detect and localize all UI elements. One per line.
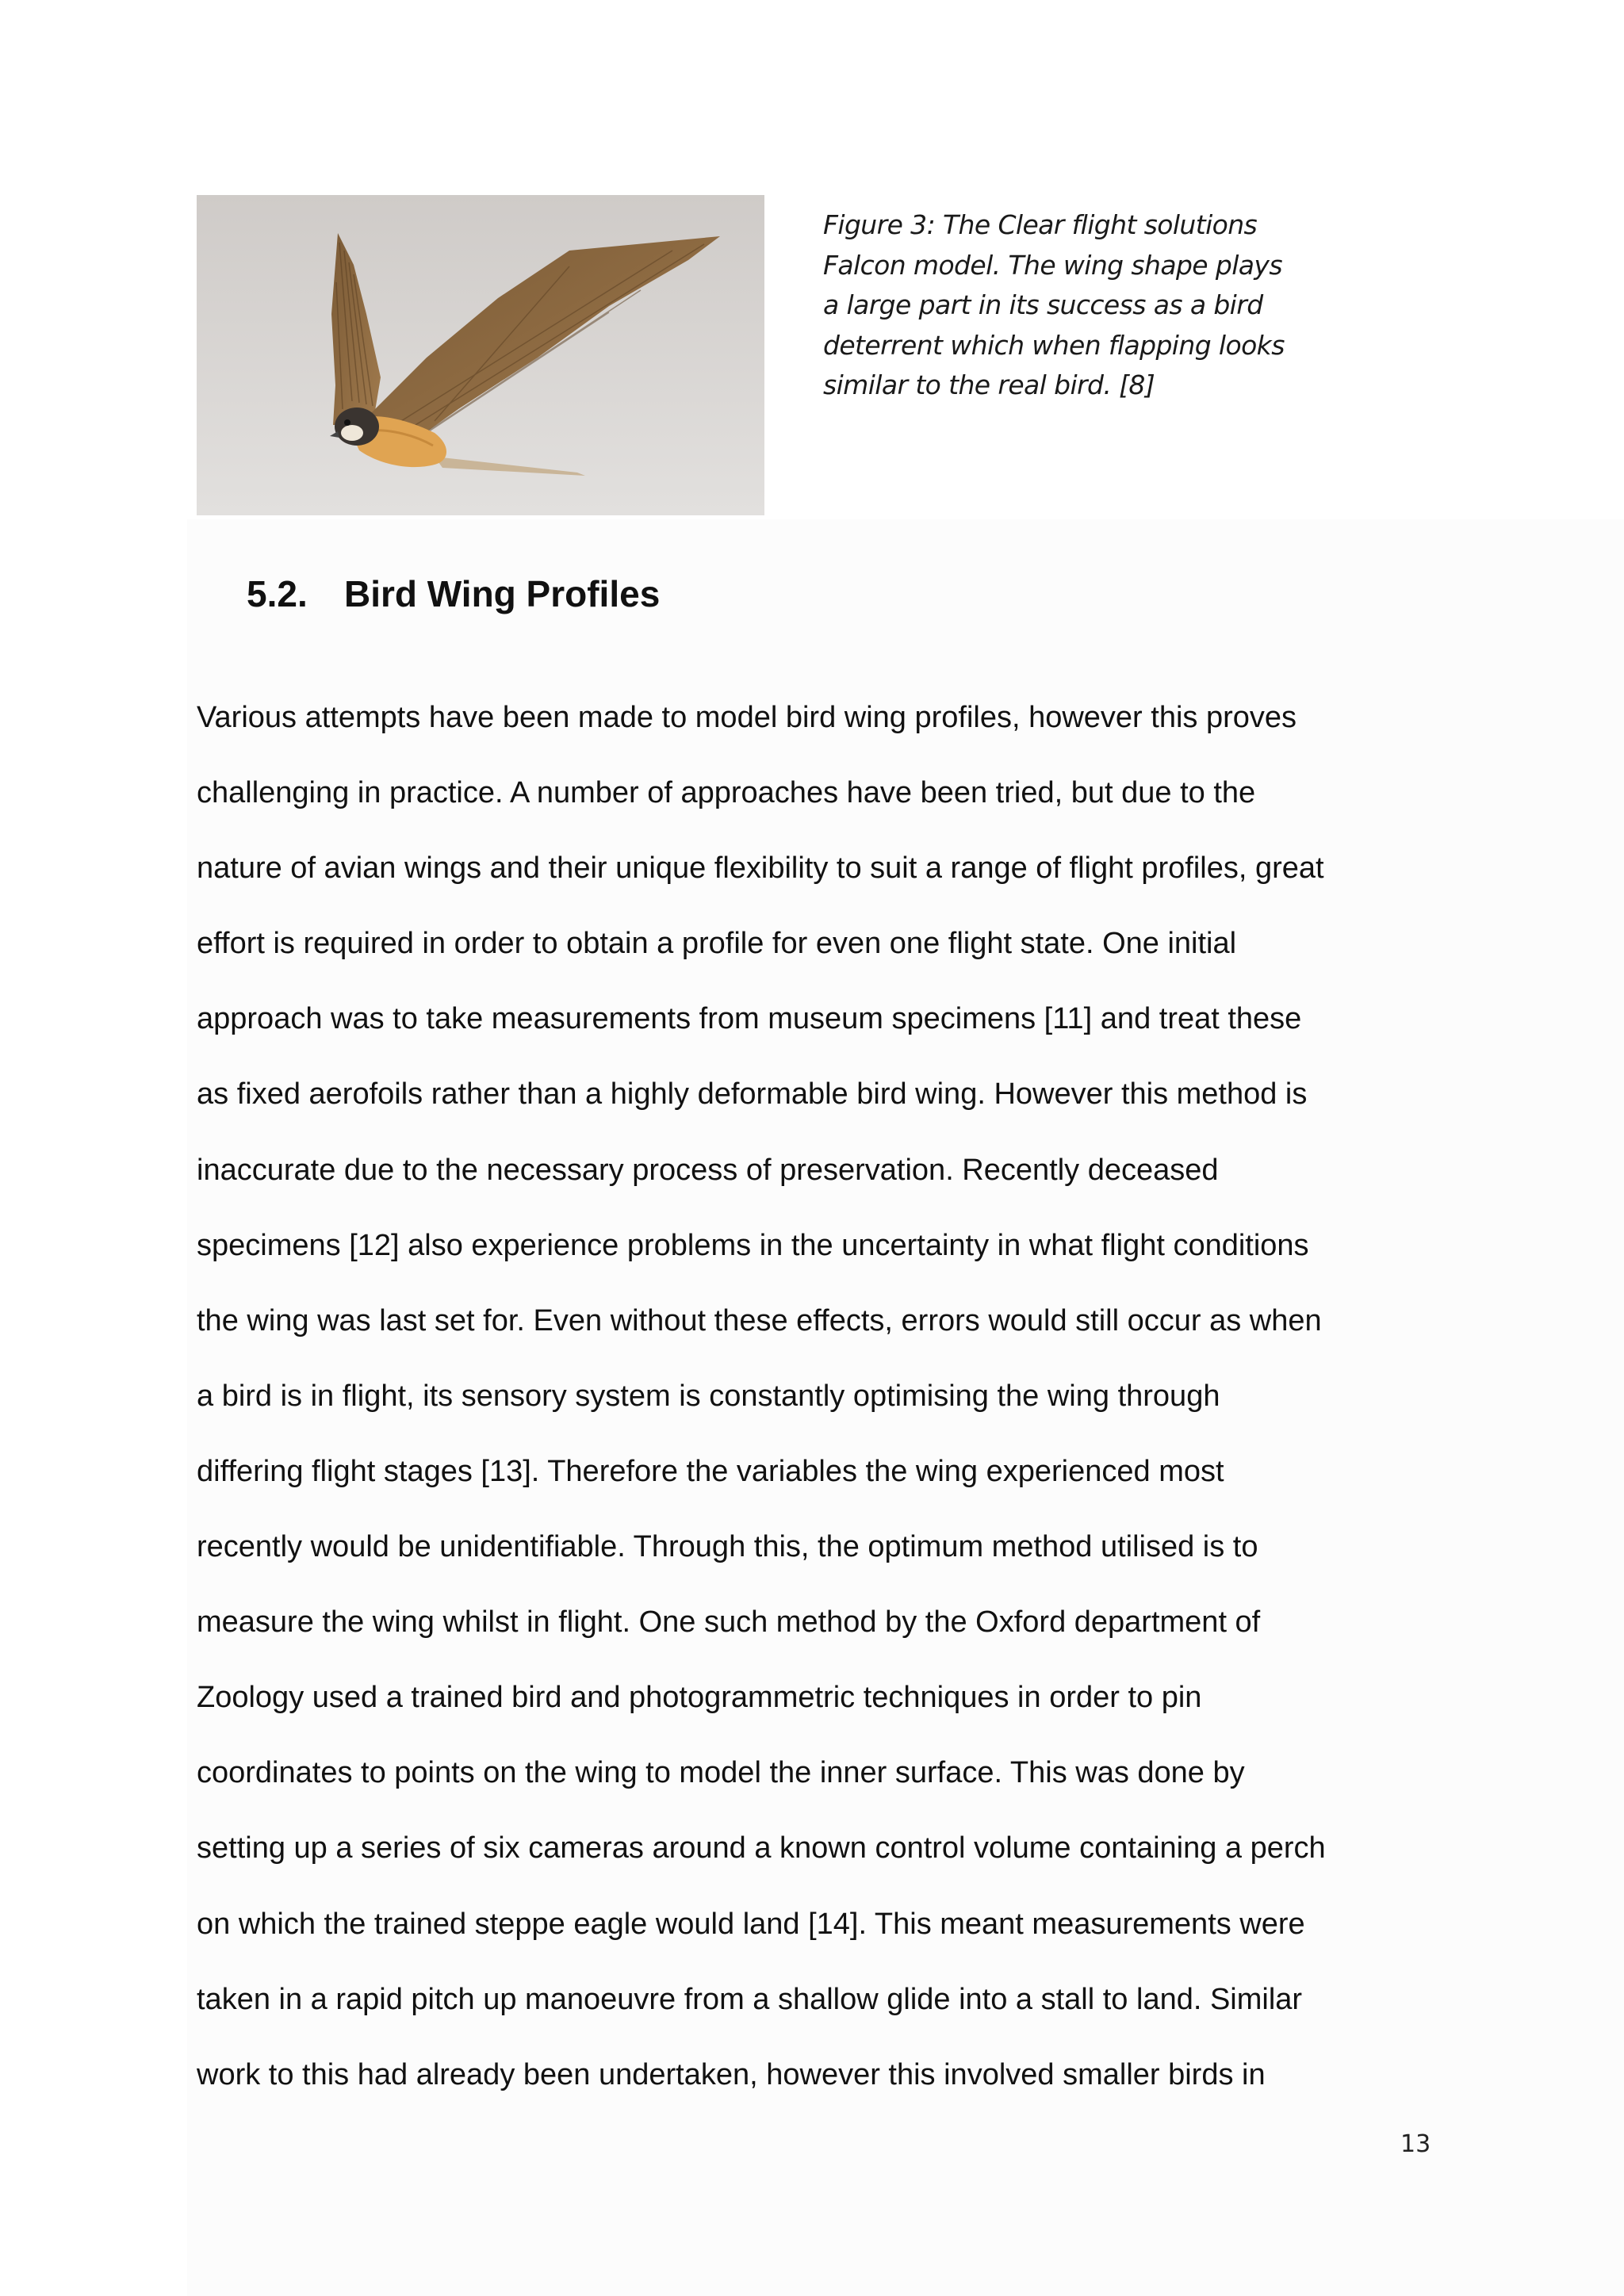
body-line: setting up a series of six cameras around a known control volume containing a perch xyxy=(197,1831,1326,1866)
body-line: differing flight stages [13]. Therefore the variables the wing experienced most xyxy=(197,1454,1224,1488)
caption-line: a large part in its success as a bird xyxy=(823,289,1263,320)
body-line: on which the trained steppe eagle would land [14]. This meant measurements were xyxy=(197,1907,1305,1941)
body-line: as fixed aerofoils rather than a highly deformable bird wing. However this method is xyxy=(197,1077,1308,1112)
body-line: Zoology used a trained bird and photogrammetric techniques in order to pin xyxy=(197,1681,1202,1715)
body-line: coordinates to points on the wing to model the inner surface. This was done by xyxy=(197,1756,1245,1790)
caption-line: Figure 3: The Clear flight solutions xyxy=(823,209,1258,240)
body-line: the wing was last set for. Even without these effects, errors would still occur as when xyxy=(197,1303,1322,1337)
figure-caption xyxy=(823,205,1283,406)
body-line: approach was to take measurements from museum specimens [11] and treat these xyxy=(197,1002,1302,1036)
page-number: 13 xyxy=(1400,2130,1431,2158)
body-line: taken in a rapid pitch up manoeuvre from a shallow glide into a stall to land. Similar xyxy=(197,1982,1303,2016)
section-title: Bird Wing Profiles xyxy=(344,573,661,614)
body-line: nature of avian wings and their unique flexibility to suit a range of flight profiles, great xyxy=(197,851,1324,886)
body-line: challenging in practice. A number of approaches have been tried, but due to the xyxy=(197,776,1256,810)
body-line: inaccurate due to the necessary process of preservation. Recently deceased xyxy=(197,1153,1219,1187)
body-line: work to this had already been undertaken, however this involved smaller birds in xyxy=(197,2057,1266,2091)
caption-line: deterrent which when flapping looks xyxy=(823,329,1285,361)
falcon-illustration xyxy=(197,195,764,515)
section-number: 5.2. xyxy=(247,573,308,614)
falcon-figure-image xyxy=(197,195,764,515)
section-heading xyxy=(247,572,660,616)
caption-line: Falcon model. The wing shape plays xyxy=(823,249,1282,281)
body-line: effort is required in order to obtain a profile for even one flight state. One initial xyxy=(197,927,1237,961)
body-line: measure the wing whilst in flight. One such method by the Oxford department of xyxy=(197,1605,1261,1640)
body-line: Various attempts have been made to model bird wing profiles, however this proves xyxy=(197,701,1297,734)
body-paragraph xyxy=(197,680,1434,2113)
body-line: recently would be unidentifiable. Through this, the optimum method utilised is to xyxy=(197,1530,1258,1564)
body-line: a bird is in flight, its sensory system is constantly optimising the wing through xyxy=(197,1379,1220,1413)
body-line: specimens [12] also experience problems in the uncertainty in what flight conditions xyxy=(197,1228,1309,1262)
caption-line: similar to the real bird. [8] xyxy=(823,369,1155,400)
